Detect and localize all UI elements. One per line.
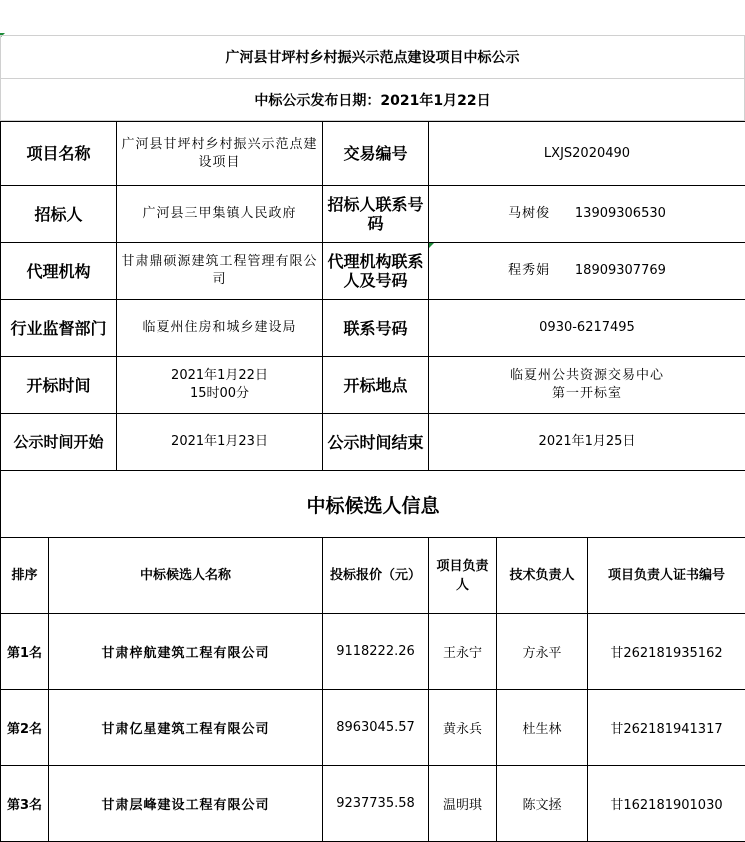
agency-label: 代理机构 <box>1 243 117 300</box>
open-date: 2021年1月22日 <box>121 367 318 385</box>
publicity-end-label: 公示时间结束 <box>323 414 429 471</box>
tenderer-value: 广河县三甲集镇人民政府 <box>117 186 323 243</box>
open-hour: 15时00分 <box>121 385 318 403</box>
tenderer-label: 招标人 <box>1 186 117 243</box>
agency-contact-phone: 18909307769 <box>575 263 666 278</box>
row-tenderer <box>1 186 745 243</box>
candidate-cert: 甘262181941317 <box>588 690 745 766</box>
project-name-label: 项目名称 <box>1 122 117 186</box>
candidates-table <box>0 537 745 842</box>
open-place-line-1: 临夏州公共资源交易中心 <box>433 367 741 385</box>
candidate-price: 8963045.57 <box>323 690 429 766</box>
candidate-tech: 陈文拯 <box>497 766 588 842</box>
agency-contact-label: 代理机构联系人及号码 <box>323 243 429 300</box>
tenderer-contact-phone: 13909306530 <box>575 206 666 221</box>
candidate-name: 甘肃层峰建设工程有限公司 <box>49 766 323 842</box>
candidates-header-row <box>1 538 745 614</box>
candidate-tech: 杜生林 <box>497 690 588 766</box>
supervisor-label: 行业监督部门 <box>1 300 117 357</box>
agency-contact-name: 程秀娟 <box>508 263 550 278</box>
candidate-pm: 黄永兵 <box>429 690 497 766</box>
project-name-value: 广河县甘坪村乡村振兴示范点建设项目 <box>117 122 323 186</box>
candidate-tech: 方永平 <box>497 614 588 690</box>
candidate-name: 甘肃亿星建筑工程有限公司 <box>49 690 323 766</box>
candidate-name: 甘肃梓航建筑工程有限公司 <box>49 614 323 690</box>
row-open-time <box>1 357 745 414</box>
tenderer-contact-label: 招标人联系号码 <box>323 186 429 243</box>
supervisor-value: 临夏州住房和城乡建设局 <box>117 300 323 357</box>
row-supervisor <box>1 300 745 357</box>
agency-contact-value <box>429 243 745 300</box>
row-agency <box>1 243 745 300</box>
tenderer-contact-value <box>429 186 745 243</box>
project-info-table <box>0 121 745 538</box>
trade-no-value: LXJS2020490 <box>429 122 745 186</box>
tenderer-contact-name: 马树俊 <box>508 206 550 221</box>
candidate-pm: 王永宁 <box>429 614 497 690</box>
contact-phone-value: 0930-6217495 <box>429 300 745 357</box>
open-time-value <box>117 357 323 414</box>
open-place-value <box>429 357 745 414</box>
col-pm-header: 项目负责人 <box>429 538 497 614</box>
table-row <box>1 690 745 766</box>
row-publicity <box>1 414 745 471</box>
candidate-pm: 温明琪 <box>429 766 497 842</box>
col-tech-header: 技术负责人 <box>497 538 588 614</box>
col-price-header: 投标报价（元） <box>323 538 429 614</box>
candidate-rank: 第2名 <box>1 690 49 766</box>
candidate-price: 9237735.58 <box>323 766 429 842</box>
candidate-rank: 第3名 <box>1 766 49 842</box>
row-section-title <box>1 471 745 538</box>
notice-title: 广河县甘坪村乡村振兴示范点建设项目中标公示 <box>0 35 745 79</box>
row-project-name <box>1 122 745 186</box>
publish-date: 中标公示发布日期：2021年1月22日 <box>0 79 745 121</box>
agency-value: 甘肃鼎硕源建筑工程管理有限公司 <box>117 243 323 300</box>
candidates-section-title: 中标候选人信息 <box>1 471 745 538</box>
open-place-line-2: 第一开标室 <box>433 385 741 403</box>
col-rank-header: 排序 <box>1 538 49 614</box>
candidate-cert: 甘262181935162 <box>588 614 745 690</box>
open-time-label: 开标时间 <box>1 357 117 414</box>
candidate-cert: 甘162181901030 <box>588 766 745 842</box>
open-place-label: 开标地点 <box>323 357 429 414</box>
contact-phone-label: 联系号码 <box>323 300 429 357</box>
candidate-rank: 第1名 <box>1 614 49 690</box>
cell-comment-marker <box>429 243 434 248</box>
table-row <box>1 766 745 842</box>
publicity-end-value: 2021年1月25日 <box>429 414 745 471</box>
col-cert-header: 项目负责人证书编号 <box>588 538 745 614</box>
publicity-start-label: 公示时间开始 <box>1 414 117 471</box>
publicity-start-value: 2021年1月23日 <box>117 414 323 471</box>
candidate-price: 9118222.26 <box>323 614 429 690</box>
col-name-header: 中标候选人名称 <box>49 538 323 614</box>
table-row <box>1 614 745 690</box>
trade-no-label: 交易编号 <box>323 122 429 186</box>
